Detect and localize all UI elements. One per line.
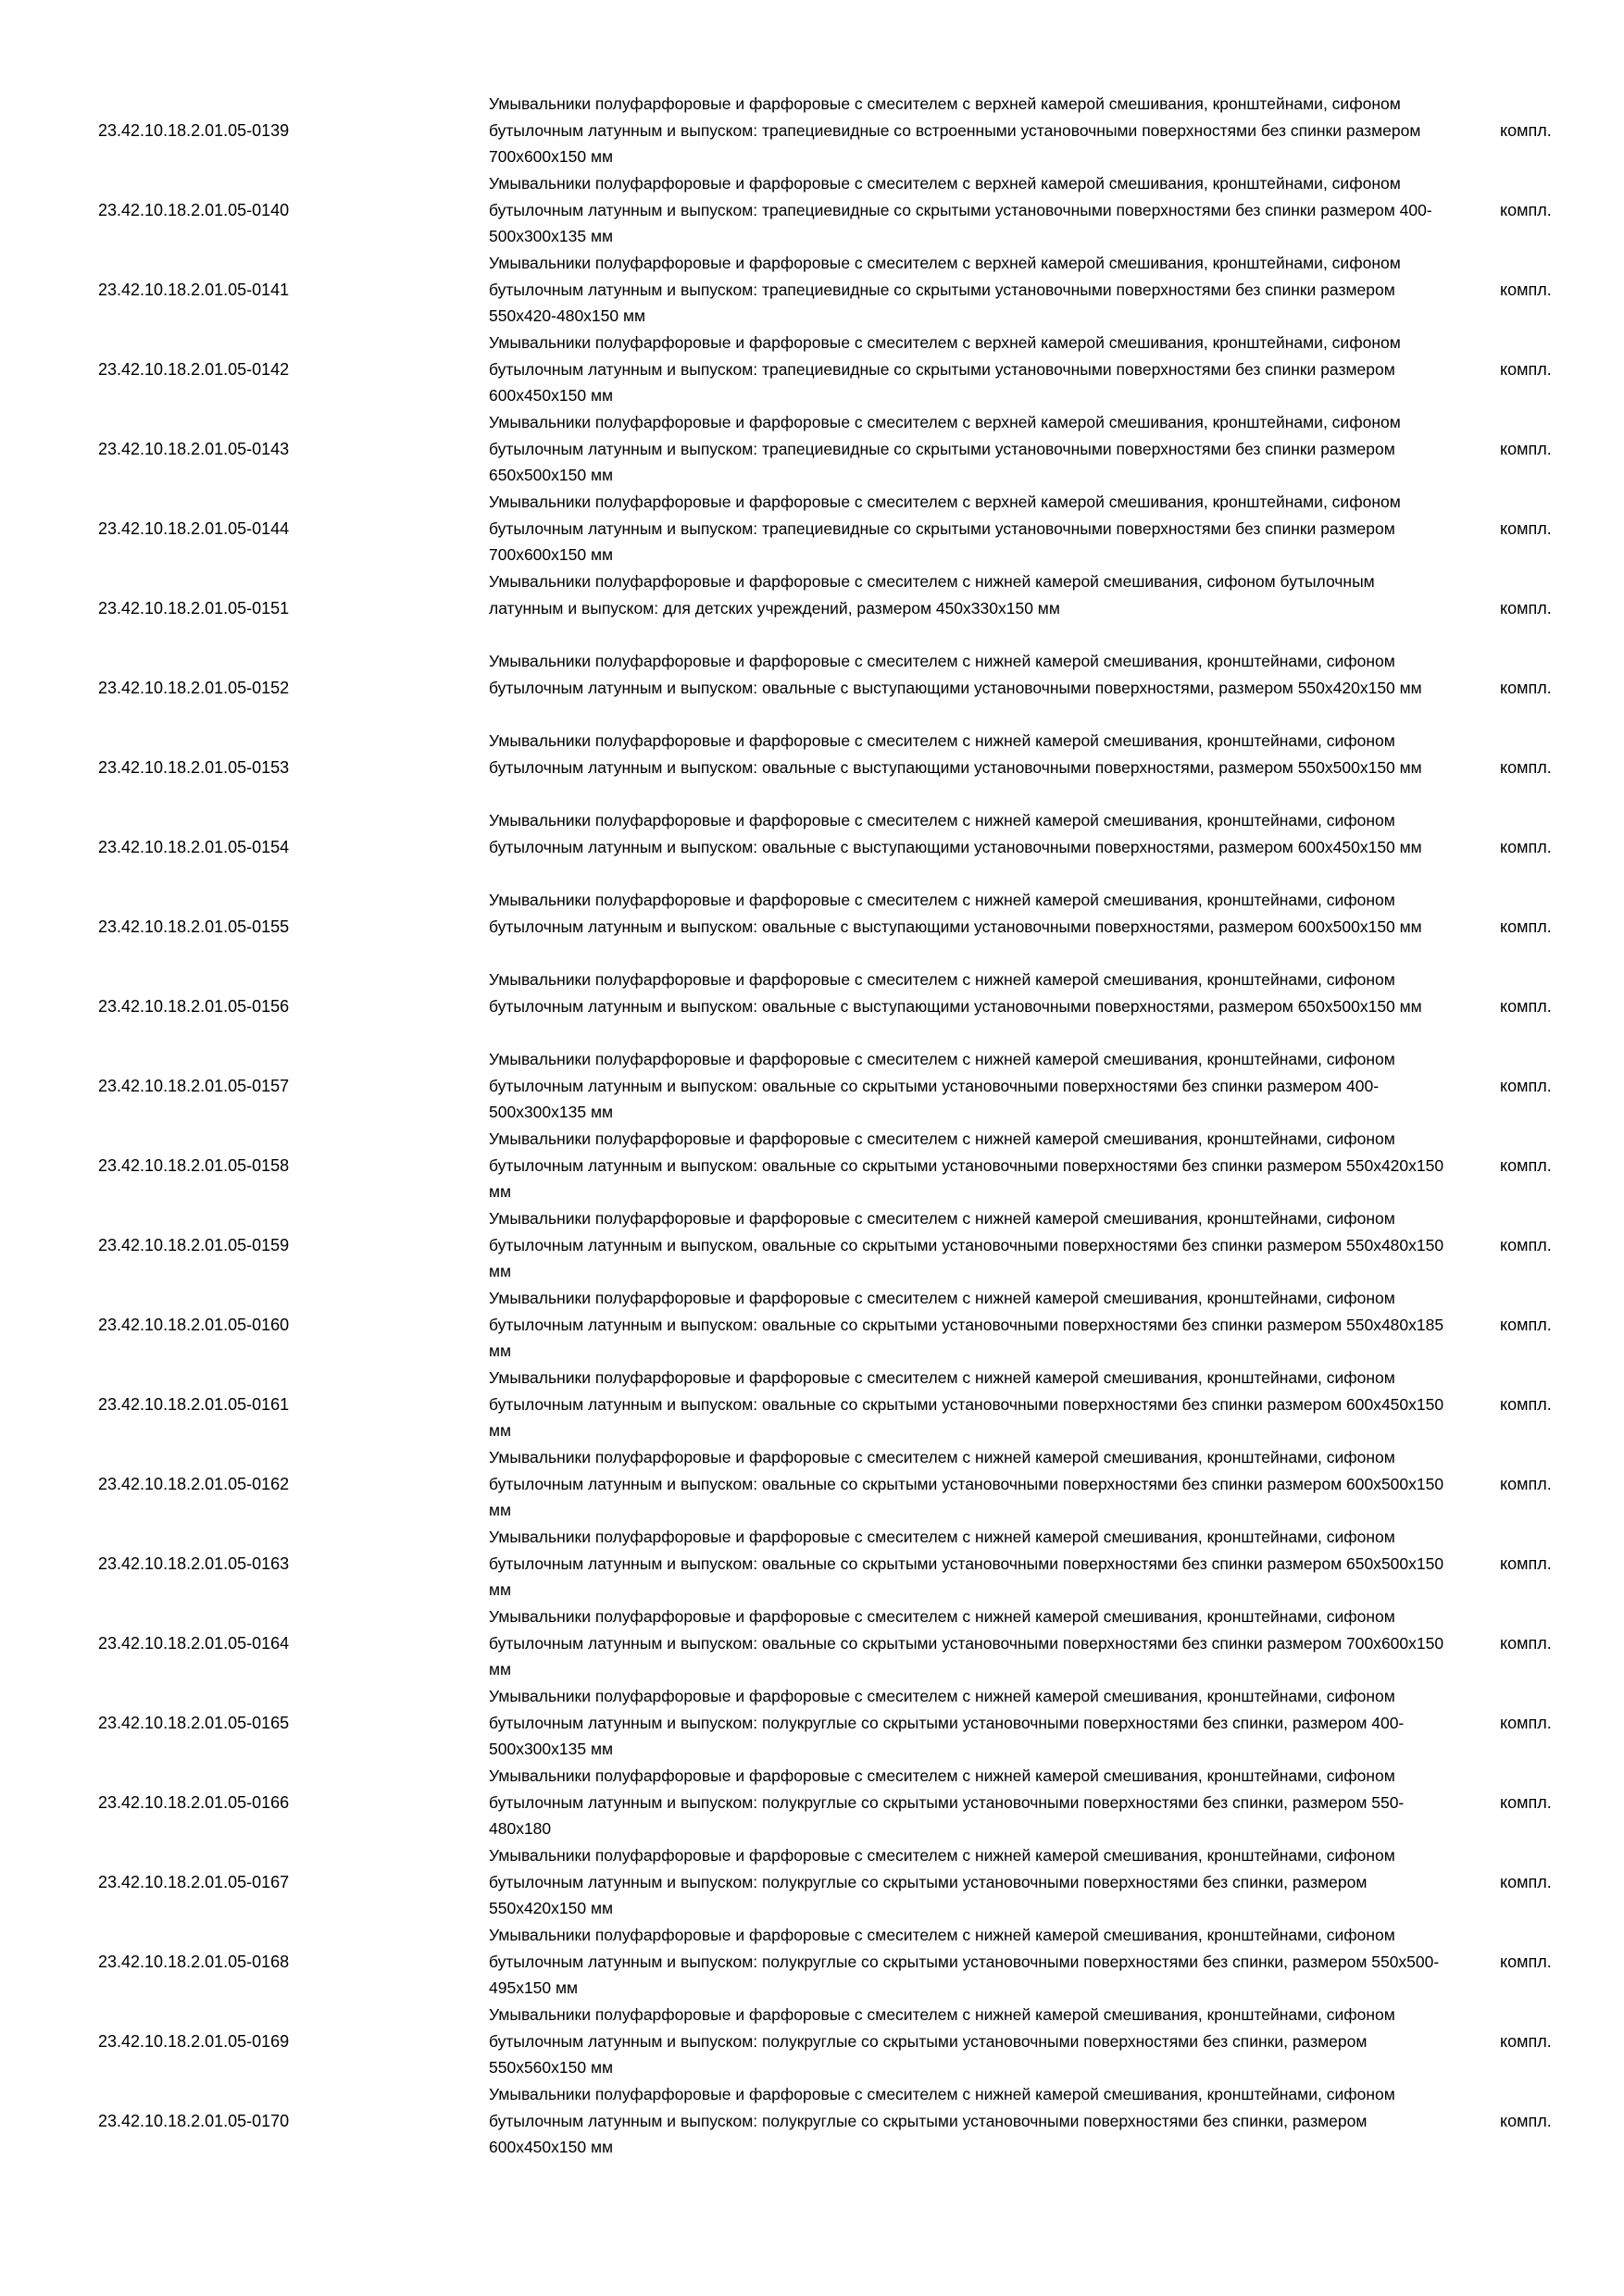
unit-of-measure: компл.: [1500, 439, 1552, 458]
unit-of-measure: компл.: [1500, 1474, 1552, 1493]
resource-description: Умывальники полуфарфоровые и фарфоровые с смесителем с нижней камерой смешивания, кронштейнами, сифоном бутылочным латунным и выпуском: овальные с выступающими установочными поверхностями, размером 600x450x150 мм: [489, 811, 1422, 856]
resource-description: Умывальники полуфарфоровые и фарфоровые с смесителем с нижней камерой смешивания, сифоном бутылочным латунным и выпуском: для детских учреждений, размером 450x330x150 мм: [489, 572, 1375, 618]
table-row: [0, 568, 1624, 648]
resource-code: 23.42.10.18.2.01.05-0157: [98, 1076, 290, 1095]
table-row: [0, 967, 1624, 1046]
resource-description: Умывальники полуфарфоровые и фарфоровые с смесителем с нижней камерой смешивания, кронштейнами, сифоном бутылочным латунным и выпуском: овальные со скрытыми установочными поверхностями без спинки размером 600x450x150 мм: [489, 1368, 1444, 1441]
table-row: [0, 1603, 1624, 1683]
resource-code: 23.42.10.18.2.01.05-0156: [98, 996, 290, 1016]
resource-code: 23.42.10.18.2.01.05-0165: [98, 1713, 290, 1732]
resource-code: 23.42.10.18.2.01.05-0168: [98, 1952, 290, 1971]
resource-description: Умывальники полуфарфоровые и фарфоровые с смесителем с нижней камерой смешивания, кронштейнами, сифоном бутылочным латунным и выпуском: овальные со скрытыми установочными поверхностями без спинки размером 600x500x150 мм: [489, 1448, 1444, 1520]
resource-code: 23.42.10.18.2.01.05-0153: [98, 757, 290, 777]
resource-description: Умывальники полуфарфоровые и фарфоровые с смесителем с нижней камерой смешивания, кронштейнами, сифоном бутылочным латунным и выпуском: овальные с выступающими установочными поверхностями, размером 550x500x150 мм: [489, 731, 1422, 777]
resource-description: Умывальники полуфарфоровые и фарфоровые с смесителем с верхней камерой смешивания, кронштейнами, сифоном бутылочным латунным и выпуском: трапециевидные со скрытыми установочными поверхностями без спинки размером 650x500x150 мм: [489, 413, 1401, 485]
table-row: [0, 409, 1624, 489]
resource-description: Умывальники полуфарфоровые и фарфоровые с смесителем с нижней камерой смешивания, кронштейнами, сифоном бутылочным латунным и выпуском: полукруглые со скрытыми установочными поверхностями без спинки, размером 550-480x180: [489, 1766, 1405, 1839]
resource-description: Умывальники полуфарфоровые и фарфоровые с смесителем с нижней камерой смешивания, кронштейнами, сифоном бутылочным латунным и выпуском: овальные с выступающими установочными поверхностями, размером 600x500x150 мм: [489, 891, 1422, 936]
resource-code: 23.42.10.18.2.01.05-0143: [98, 439, 290, 458]
resource-description: Умывальники полуфарфоровые и фарфоровые с смесителем с верхней камерой смешивания, кронштейнами, сифоном бутылочным латунным и выпуском: трапециевидные со скрытыми установочными поверхностями без спинки размером 400-500x300x135 мм: [489, 174, 1432, 246]
table-row: [0, 1365, 1624, 1444]
resource-description: Умывальники полуфарфоровые и фарфоровые с смесителем с верхней камерой смешивания, кронштейнами, сифоном бутылочным латунным и выпуском: трапециевидные со встроенными установочными поверхностями без спинки размером 700x600x150 мм: [489, 94, 1421, 167]
unit-of-measure: компл.: [1500, 917, 1552, 936]
resource-code: 23.42.10.18.2.01.05-0140: [98, 200, 290, 219]
resource-description: Умывальники полуфарфоровые и фарфоровые с смесителем с нижней камерой смешивания, кронштейнами, сифоном бутылочным латунным и выпуском: овальные со скрытыми установочными поверхностями без спинки размером 700x600x150 мм: [489, 1607, 1444, 1679]
resource-description: Умывальники полуфарфоровые и фарфоровые с смесителем с нижней камерой смешивания, кронштейнами, сифоном бутылочным латунным и выпуском: полукруглые со скрытыми установочными поверхностями без спинки, размером 550x500-495x150 мм: [489, 1926, 1440, 1998]
resource-code: 23.42.10.18.2.01.05-0144: [98, 518, 290, 538]
resource-code: 23.42.10.18.2.01.05-0161: [98, 1394, 290, 1414]
resource-code: 23.42.10.18.2.01.05-0142: [98, 359, 290, 379]
resource-code: 23.42.10.18.2.01.05-0170: [98, 2111, 290, 2130]
table-row: [0, 1126, 1624, 1205]
resource-code: 23.42.10.18.2.01.05-0141: [98, 280, 290, 299]
resource-description: Умывальники полуфарфоровые и фарфоровые с смесителем с нижней камерой смешивания, кронштейнами, сифоном бутылочным латунным и выпуском: полукруглые со скрытыми установочными поверхностями без спинки, размером 600x450x150 мм: [489, 2085, 1395, 2157]
resource-code: 23.42.10.18.2.01.05-0162: [98, 1474, 290, 1493]
unit-of-measure: компл.: [1500, 1633, 1552, 1653]
table-row: [0, 1524, 1624, 1603]
unit-of-measure: компл.: [1500, 757, 1552, 777]
unit-of-measure: компл.: [1500, 2031, 1552, 2051]
table-row: [0, 1922, 1624, 2002]
unit-of-measure: компл.: [1500, 1155, 1552, 1175]
resource-code: 23.42.10.18.2.01.05-0160: [98, 1315, 290, 1334]
resource-description: Умывальники полуфарфоровые и фарфоровые с смесителем с нижней камерой смешивания, кронштейнами, сифоном бутылочным латунным и выпуском: полукруглые со скрытыми установочными поверхностями без спинки, размером 550x560x150 мм: [489, 2005, 1395, 2078]
unit-of-measure: компл.: [1500, 1076, 1552, 1095]
resource-code: 23.42.10.18.2.01.05-0163: [98, 1554, 290, 1573]
price-list-table: [0, 91, 1624, 2161]
unit-of-measure: компл.: [1500, 200, 1552, 219]
table-row: [0, 1842, 1624, 1922]
resource-code: 23.42.10.18.2.01.05-0167: [98, 1872, 290, 1891]
table-row: [0, 728, 1624, 807]
resource-description: Умывальники полуфарфоровые и фарфоровые с смесителем с верхней камерой смешивания, кронштейнами, сифоном бутылочным латунным и выпуском: трапециевидные со скрытыми установочными поверхностями без спинки размером 700x600x150 мм: [489, 493, 1401, 565]
table-row: [0, 648, 1624, 728]
unit-of-measure: компл.: [1500, 1792, 1552, 1812]
table-row: [0, 1683, 1624, 1763]
resource-code: 23.42.10.18.2.01.05-0166: [98, 1792, 290, 1812]
resource-description: Умывальники полуфарфоровые и фарфоровые с смесителем с верхней камерой смешивания, кронштейнами, сифоном бутылочным латунным и выпуском: трапециевидные со скрытыми установочными поверхностями без спинки размером 550x420-480x150 мм: [489, 254, 1401, 326]
unit-of-measure: компл.: [1500, 1872, 1552, 1891]
table-row: [0, 1205, 1624, 1285]
resource-description: Умывальники полуфарфоровые и фарфоровые с смесителем с нижней камерой смешивания, кронштейнами, сифоном бутылочным латунным и выпуском: овальные с выступающими установочными поверхностями, размером 650x500x150 мм: [489, 970, 1422, 1016]
resource-description: Умывальники полуфарфоровые и фарфоровые с смесителем с нижней камерой смешивания, кронштейнами, сифоном бутылочным латунным и выпуском: полукруглые со скрытыми установочными поверхностями без спинки, размером 400-500x300x135 мм: [489, 1687, 1405, 1759]
unit-of-measure: компл.: [1500, 598, 1552, 618]
resource-description: Умывальники полуфарфоровые и фарфоровые с смесителем с нижней камерой смешивания, кронштейнами, сифоном бутылочным латунным и выпуском: овальные с выступающими установочными поверхностями, размером 550x420x150 мм: [489, 652, 1422, 697]
table-row: [0, 1285, 1624, 1365]
resource-description: Умывальники полуфарфоровые и фарфоровые с смесителем с нижней камерой смешивания, кронштейнами, сифоном бутылочным латунным и выпуском: овальные со скрытыми установочными поверхностями без спинки размером 400-500x300x135 мм: [489, 1050, 1395, 1122]
resource-code: 23.42.10.18.2.01.05-0164: [98, 1633, 290, 1653]
table-row: [0, 250, 1624, 330]
resource-description: Умывальники полуфарфоровые и фарфоровые с смесителем с верхней камерой смешивания, кронштейнами, сифоном бутылочным латунным и выпуском: трапециевидные со скрытыми установочными поверхностями без спинки размером 600x450x150 мм: [489, 333, 1401, 406]
resource-code: 23.42.10.18.2.01.05-0152: [98, 678, 290, 697]
unit-of-measure: компл.: [1500, 359, 1552, 379]
table-row: [0, 170, 1624, 250]
unit-of-measure: компл.: [1500, 1713, 1552, 1732]
table-row: [0, 1046, 1624, 1126]
resource-code: 23.42.10.18.2.01.05-0139: [98, 120, 290, 140]
resource-code: 23.42.10.18.2.01.05-0159: [98, 1235, 290, 1254]
resource-description: Умывальники полуфарфоровые и фарфоровые с смесителем с нижней камерой смешивания, кронштейнами, сифоном бутылочным латунным и выпуском: полукруглые со скрытыми установочными поверхностями без спинки, размером 550x420x150 мм: [489, 1846, 1395, 1918]
unit-of-measure: компл.: [1500, 1235, 1552, 1254]
unit-of-measure: компл.: [1500, 518, 1552, 538]
table-row: [0, 1763, 1624, 1842]
table-row: [0, 91, 1624, 170]
table-row: [0, 807, 1624, 887]
table-row: [0, 887, 1624, 967]
resource-description: Умывальники полуфарфоровые и фарфоровые с смесителем с нижней камерой смешивания, кронштейнами, сифоном бутылочным латунным и выпуском, овальные со скрытыми установочными поверхностями без спинки размером 550x480x150 мм: [489, 1209, 1444, 1281]
unit-of-measure: компл.: [1500, 837, 1552, 856]
resource-code: 23.42.10.18.2.01.05-0158: [98, 1155, 290, 1175]
resource-code: 23.42.10.18.2.01.05-0154: [98, 837, 290, 856]
table-row: [0, 1444, 1624, 1524]
table-row: [0, 489, 1624, 568]
table-row: [0, 2002, 1624, 2081]
unit-of-measure: компл.: [1500, 996, 1552, 1016]
resource-code: 23.42.10.18.2.01.05-0169: [98, 2031, 290, 2051]
unit-of-measure: компл.: [1500, 1394, 1552, 1414]
table-row: [0, 2081, 1624, 2161]
unit-of-measure: компл.: [1500, 1952, 1552, 1971]
unit-of-measure: компл.: [1500, 120, 1552, 140]
resource-description: Умывальники полуфарфоровые и фарфоровые с смесителем с нижней камерой смешивания, кронштейнами, сифоном бутылочным латунным и выпуском: овальные со скрытыми установочными поверхностями без спинки размером 550x420x150 мм: [489, 1129, 1444, 1202]
unit-of-measure: компл.: [1500, 2111, 1552, 2130]
resource-description: Умывальники полуфарфоровые и фарфоровые с смесителем с нижней камерой смешивания, кронштейнами, сифоном бутылочным латунным и выпуском: овальные со скрытыми установочными поверхностями без спинки размером 550x480x185 мм: [489, 1289, 1444, 1361]
unit-of-measure: компл.: [1500, 1554, 1552, 1573]
table-row: [0, 330, 1624, 409]
resource-description: Умывальники полуфарфоровые и фарфоровые с смесителем с нижней камерой смешивания, кронштейнами, сифоном бутылочным латунным и выпуском: овальные со скрытыми установочными поверхностями без спинки размером 650x500x150 мм: [489, 1528, 1444, 1600]
unit-of-measure: компл.: [1500, 1315, 1552, 1334]
unit-of-measure: компл.: [1500, 280, 1552, 299]
resource-code: 23.42.10.18.2.01.05-0151: [98, 598, 290, 618]
resource-code: 23.42.10.18.2.01.05-0155: [98, 917, 290, 936]
unit-of-measure: компл.: [1500, 678, 1552, 697]
